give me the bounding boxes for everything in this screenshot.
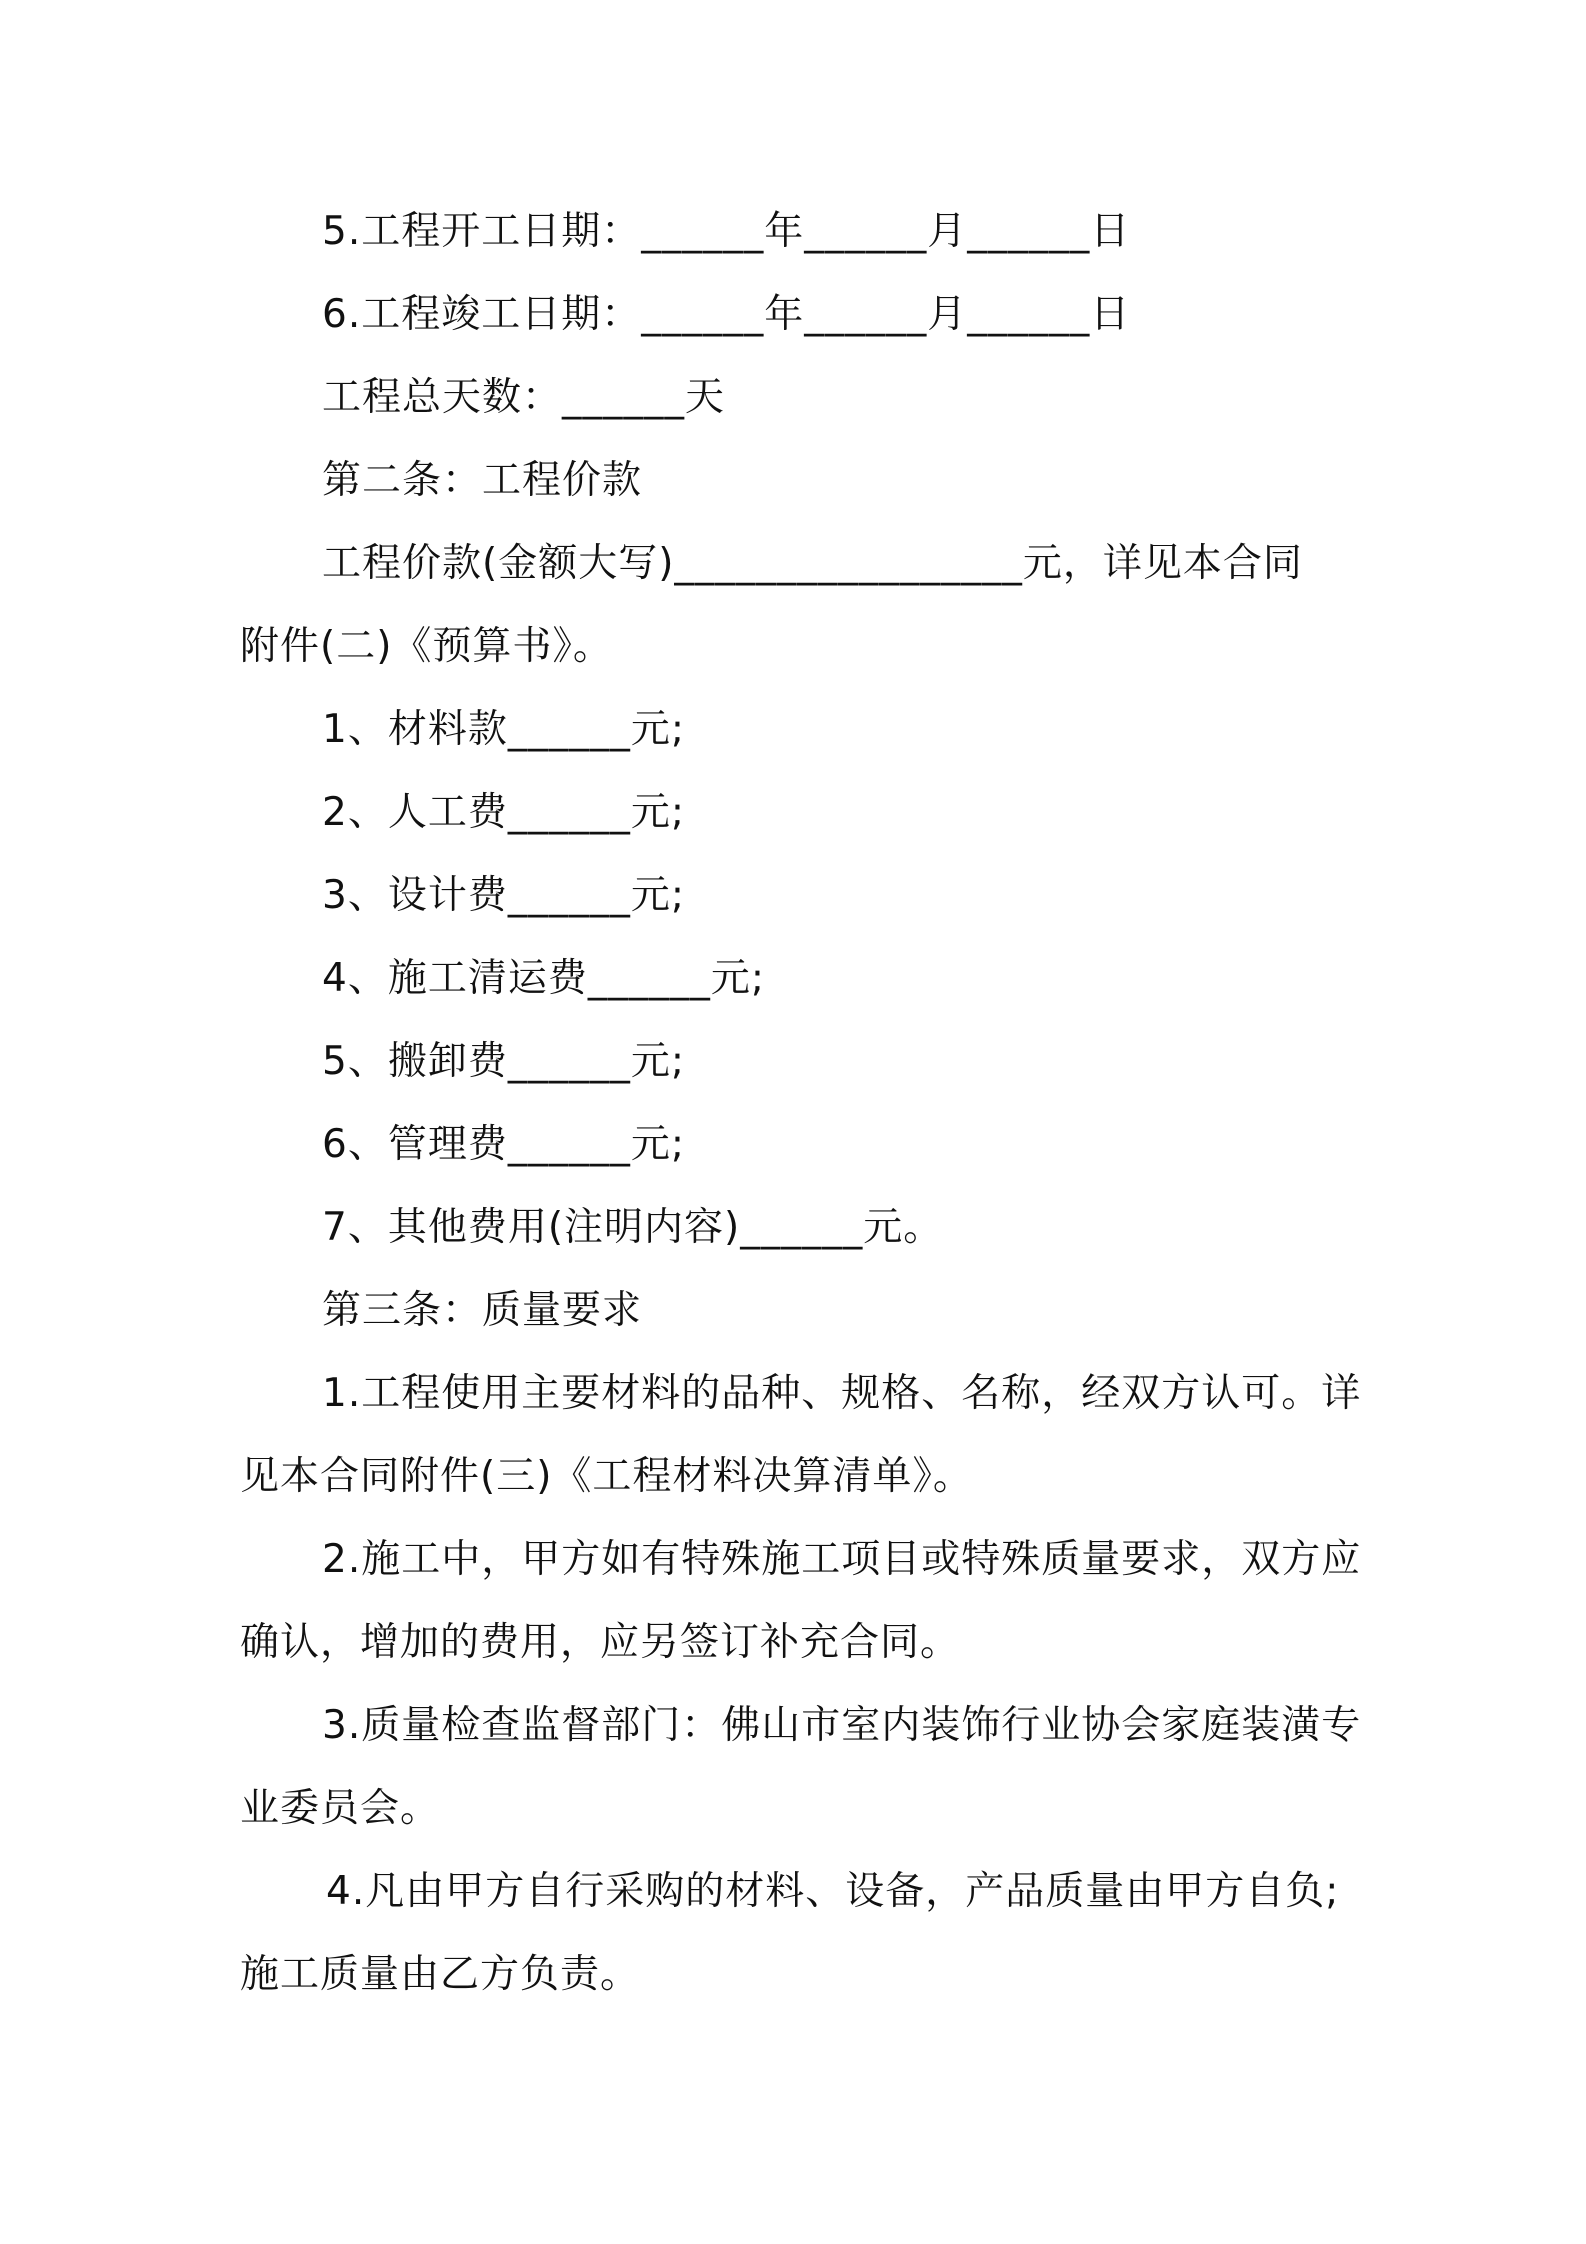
fee-item-labor: 2、人工费______元; (322, 790, 685, 835)
fee-item-moving: 5、搬卸费______元; (322, 1039, 685, 1084)
article-three-heading: 第三条：质量要求 (322, 1288, 643, 1333)
fee-item-cleanup: 4、施工清运费______元; (322, 956, 765, 1001)
quality-clause-4-continuation: 施工质量由乙方负责。 (240, 1952, 641, 1997)
quality-clause-2-continuation: 确认，增加的费用，应另签订补充合同。 (240, 1620, 961, 1665)
quality-clause-4: 4.凡由甲方自行采购的材料、设备，产品质量由甲方自负; (326, 1869, 1340, 1914)
fee-item-materials: 1、材料款______元; (322, 707, 685, 752)
quality-clause-3-continuation: 业委员会。 (240, 1786, 441, 1831)
total-days-line: 工程总天数：______天 (322, 375, 726, 420)
start-date-line: 5.工程开工日期：______年______月______日 (322, 209, 1131, 254)
project-price-line: 工程价款(金额大写)_________________元，详见本合同 (322, 541, 1303, 586)
quality-clause-1: 1.工程使用主要材料的品种、规格、名称，经双方认可。详 (322, 1371, 1362, 1416)
quality-clause-3: 3.质量检查监督部门：佛山市室内装饰行业协会家庭装潢专 (322, 1703, 1362, 1748)
completion-date-line: 6.工程竣工日期：______年______月______日 (322, 292, 1131, 337)
quality-clause-1-continuation: 见本合同附件(三)《工程材料决算清单》。 (240, 1454, 973, 1499)
fee-item-management: 6、管理费______元; (322, 1122, 685, 1167)
quality-clause-2: 2.施工中，甲方如有特殊施工项目或特殊质量要求，双方应 (322, 1537, 1362, 1582)
fee-item-design: 3、设计费______元; (322, 873, 685, 918)
document-body (240, 190, 1360, 2016)
project-price-continuation: 附件(二)《预算书》。 (240, 624, 613, 669)
fee-item-other: 7、其他费用(注明内容)______元。 (322, 1205, 944, 1250)
article-two-heading: 第二条：工程价款 (322, 458, 643, 503)
